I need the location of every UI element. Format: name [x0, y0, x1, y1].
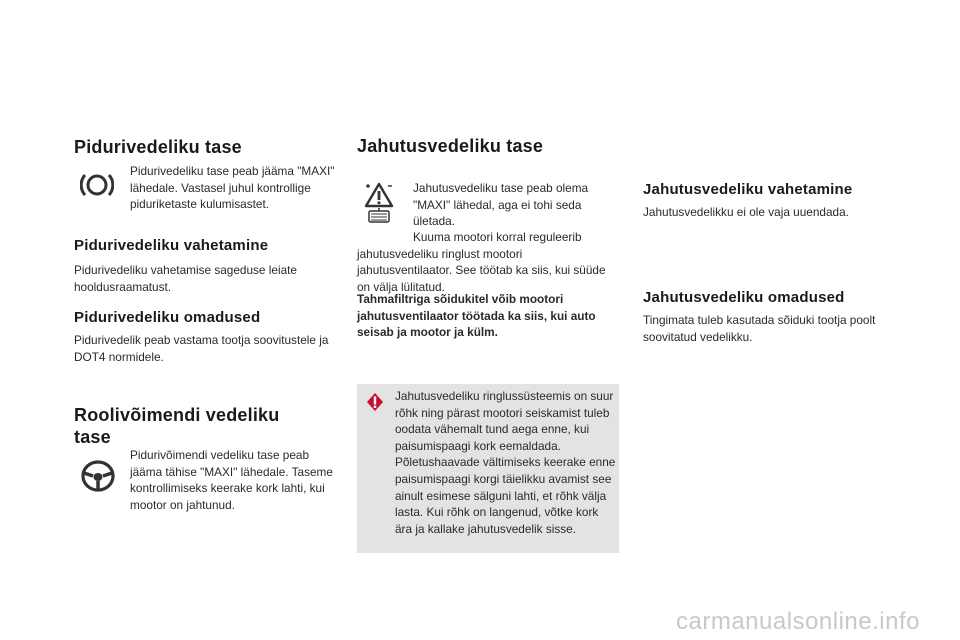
steering-wheel-icon	[80, 459, 116, 493]
caution-exclamation-icon	[366, 392, 384, 412]
steering-title-line2: tase	[74, 427, 111, 447]
brake-level-title: Pidurivedeliku tase	[74, 137, 242, 157]
coolant-level-text-continued: Kuuma mootori korral reguleerib jahutusvedeliku ringlust mootori jahutusventilaator. See töötab ka siis, kui süüde on välja lülitatud.	[357, 230, 606, 294]
brake-change-title: Pidurivedeliku vahetamine	[74, 237, 269, 254]
brake-level-text: Pidurivedeliku tase peab jääma "MAXI" lähedale. Vastasel juhul kontrollige piduriketaste kulumisastet.	[130, 164, 335, 212]
brake-change-text: Pidurivedeliku vahetamise sageduse leiate hooldusraamatust.	[74, 263, 297, 294]
coolant-change-title: Jahutusvedeliku vahetamine	[643, 181, 853, 198]
brake-properties-text: Pidurivedelik peab vastama tootja soovitustele ja DOT4 normidele.	[74, 333, 329, 364]
watermark-text: carmanualsonline.info	[676, 608, 920, 635]
steering-title	[74, 404, 279, 448]
warning-box	[357, 384, 619, 553]
brake-properties-title: Pidurivedeliku omadused	[74, 309, 261, 326]
coolant-level-title: Jahutusvedeliku tase	[357, 136, 544, 156]
hot-fluid-warning-icon	[364, 182, 394, 224]
coolant-change-text: Jahutusvedelikku ei ole vaja uuendada.	[643, 205, 849, 219]
brake-warning-icon	[80, 170, 114, 200]
coolant-properties-text: Tingimata tuleb kasutada sõiduki tootja poolt soovitatud vedelikku.	[643, 313, 876, 344]
coolant-level-text-icon: Jahutusvedeliku tase peab olema "MAXI" lähedal, aga ei tohi seda ületada.	[413, 181, 589, 229]
coolant-level-text-bold: Tahmafiltriga sõidukitel võib mootori jahutusventilaator töötada ka siis, kui auto seisab ja mootor ja külm.	[357, 292, 596, 340]
steering-title-line1: Roolivõimendi vedeliku	[74, 405, 280, 425]
steering-text: Pidurivõimendi vedeliku tase peab jääma tähise "MAXI" lähedale. Taseme kontrollimiseks keerake kork lahti, kui mootor on jahtunud.	[130, 448, 333, 512]
warning-text: Jahutusvedeliku ringlussüsteemis on suur rõhk ning pärast mootori seiskamist tuleb oodata vähemalt tund aega enne, kui paisumispaagi kork eemaldada. Põletushaavade vältimiseks keerake enne paisumispaagi korgi täielikku avamist see ainult esimese sälguni lahti, et rõhk välja lasta. Kui rõhk on langenud, võtke kork ära ja kallake jahutusvedelik sisse.	[395, 389, 616, 536]
coolant-properties-title: Jahutusvedeliku omadused	[643, 289, 845, 306]
